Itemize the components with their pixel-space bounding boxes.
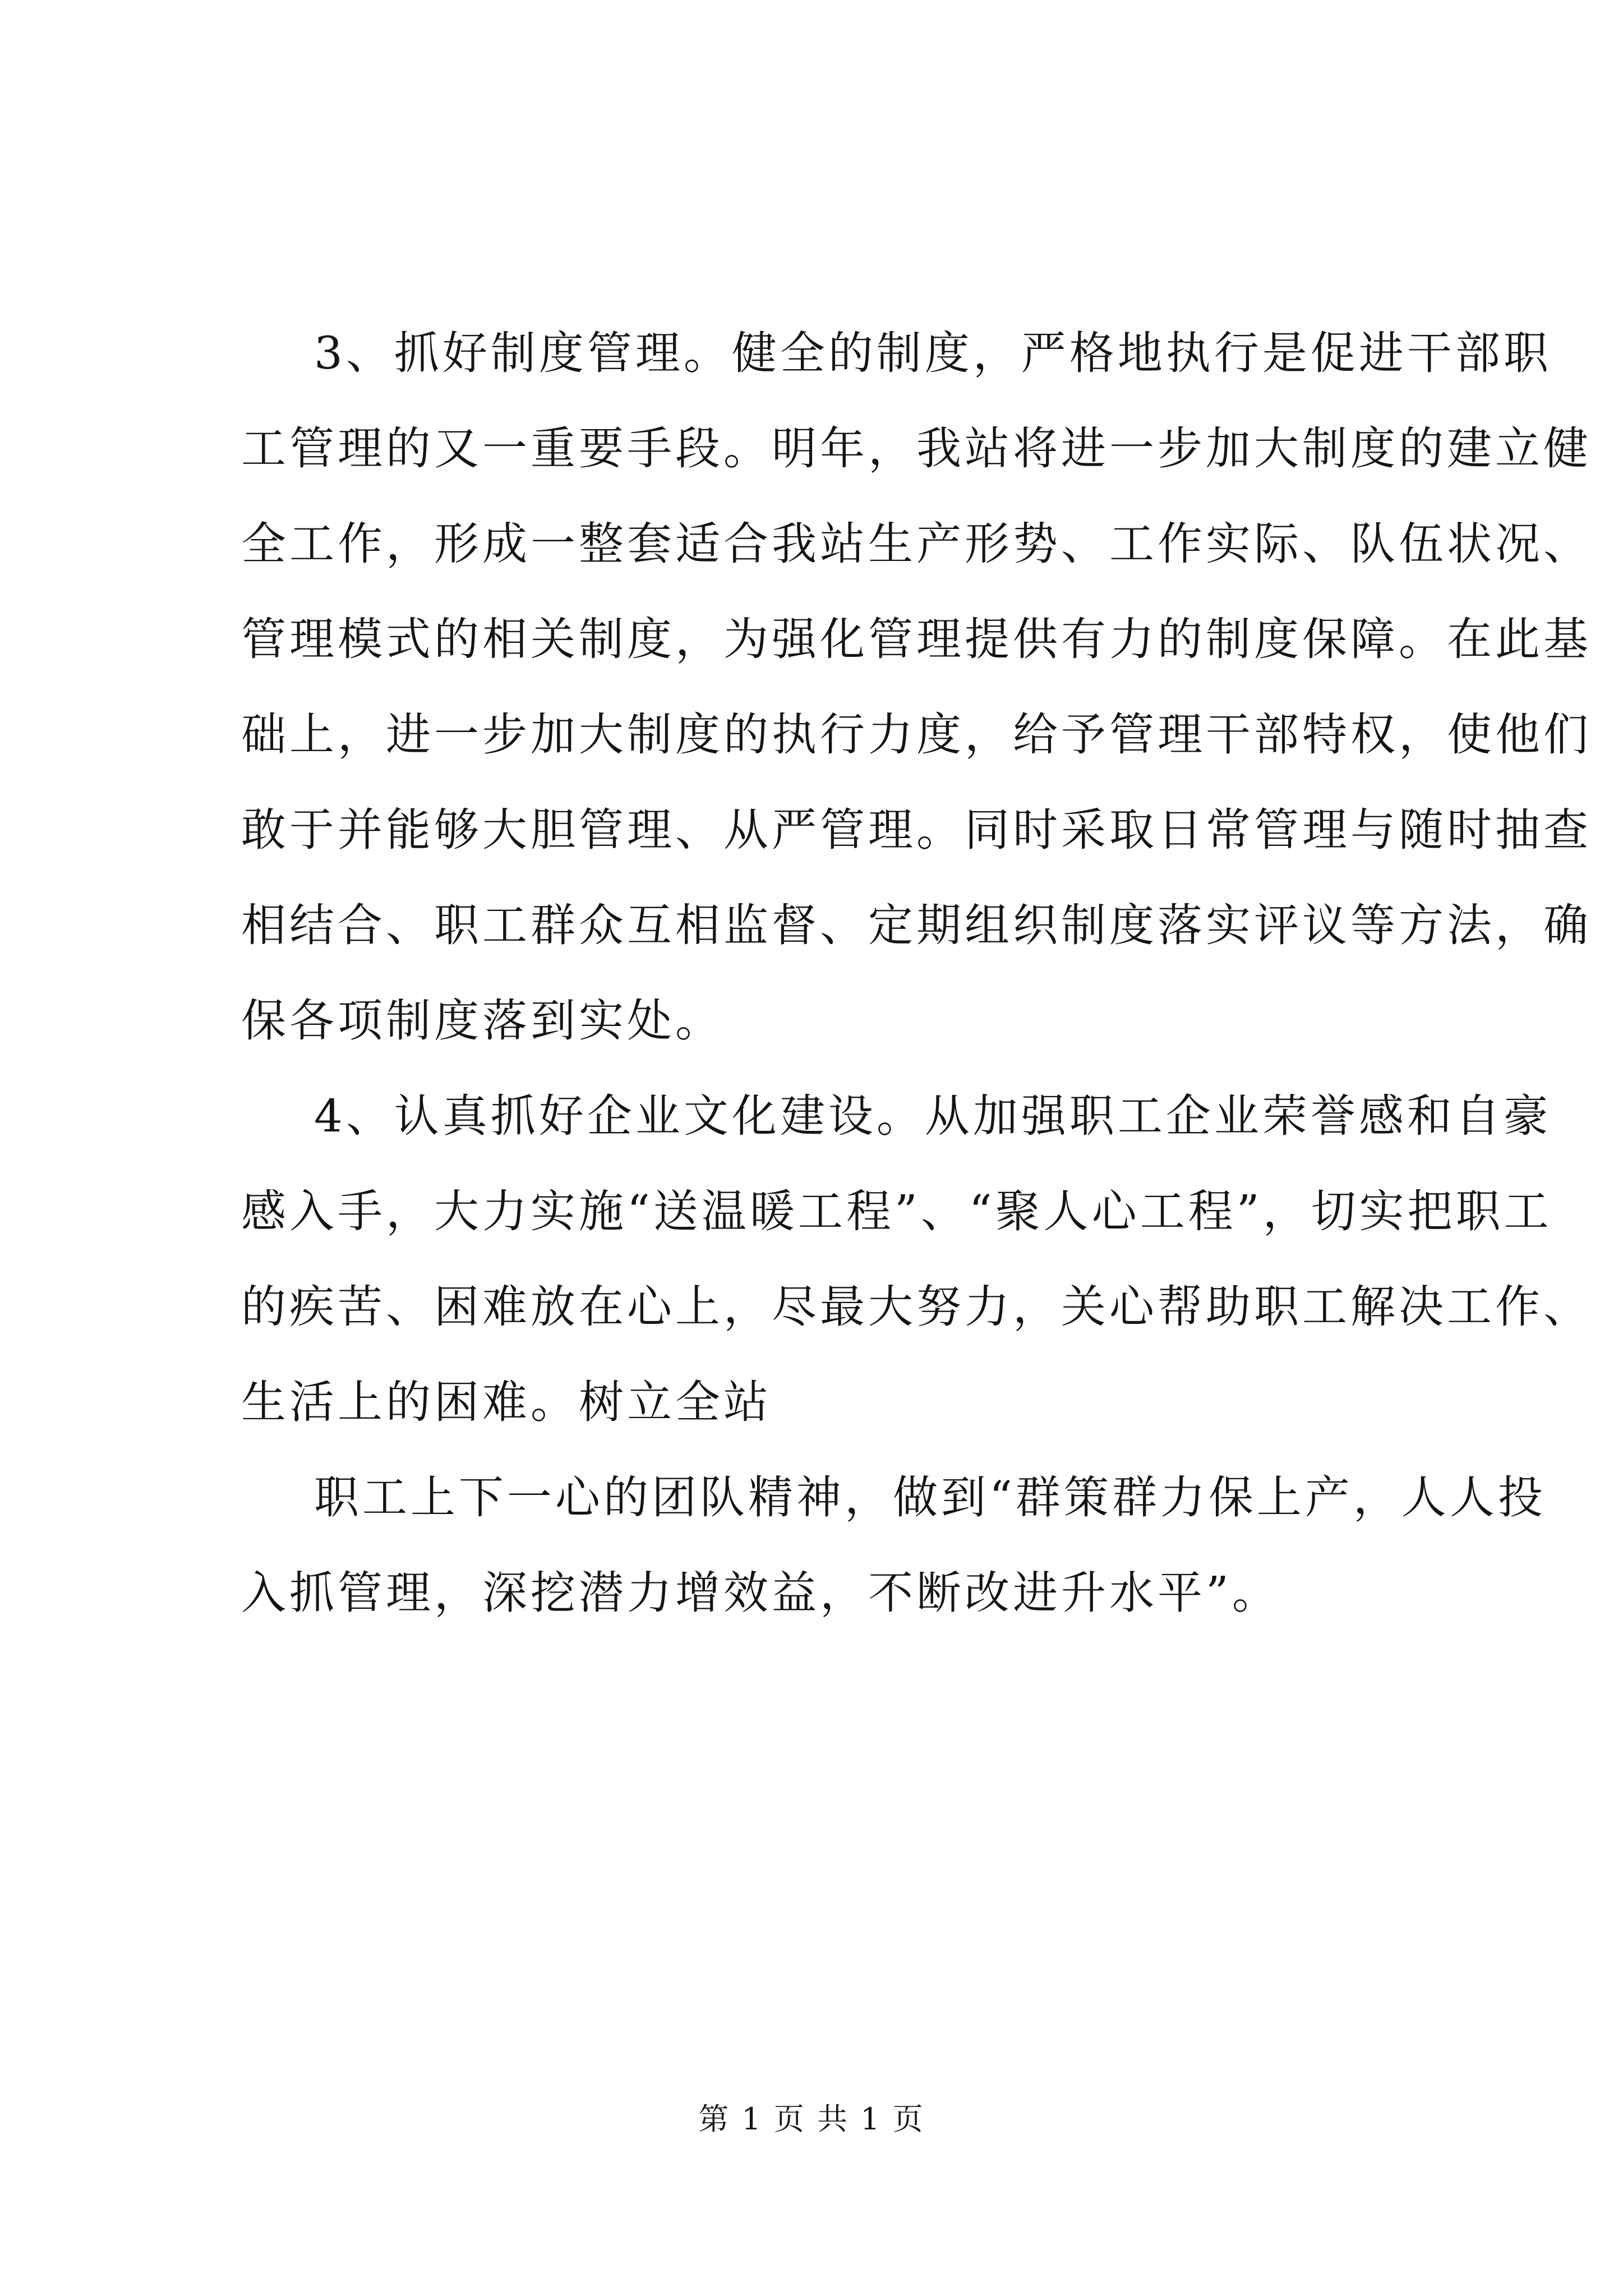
paragraph-3-line-6: 敢于并能够大胆管理、从严管理。同时采取日常管理与随时抽查 (241, 804, 1592, 856)
paragraph-3-line-5: 础上，进一步加大制度的执行力度，给予管理干部特权，使他们 (241, 708, 1592, 761)
paragraph-5-line-2: 入抓管理，深挖潜力增效益，不断改进升水平”。 (241, 1567, 1280, 1619)
paragraph-3-line-1: 3、抓好制度管理。健全的制度，严格地执行是促进干部职 (314, 327, 1552, 379)
paragraph-3-line-2: 工管理的又一重要手段。明年，我站将进一步加大制度的建立健 (241, 422, 1592, 475)
paragraph-4-line-3: 的疾苦、困难放在心上，尽最大努力，关心帮助职工解决工作、 (241, 1281, 1592, 1333)
paragraph-3-line-3: 全工作，形成一整套适合我站生产形势、工作实际、队伍状况、 (241, 518, 1592, 570)
paragraph-3-line-4: 管理模式的相关制度，为强化管理提供有力的制度保障。在此基 (241, 613, 1592, 665)
paragraph-5-line-1: 职工上下一心的团队精神，做到“群策群力保上产，人人投 (314, 1471, 1546, 1524)
paragraph-3-line-8: 保各项制度落到实处。 (241, 995, 723, 1047)
paragraph-3-line-7: 相结合、职工群众互相监督、定期组织制度落实评议等方法，确 (241, 899, 1592, 951)
paragraph-4-line-4: 生活上的困难。树立全站 (241, 1376, 772, 1428)
document-body (241, 306, 1592, 1641)
paragraph-4-line-1: 4、认真抓好企业文化建设。从加强职工企业荣誉感和自豪 (314, 1090, 1552, 1142)
page-footer: 第 1 页 共 1 页 (698, 2101, 925, 2137)
paragraph-4-line-2: 感入手，大力实施“送温暖工程”、“聚人心工程”，切实把职工 (241, 1185, 1552, 1237)
